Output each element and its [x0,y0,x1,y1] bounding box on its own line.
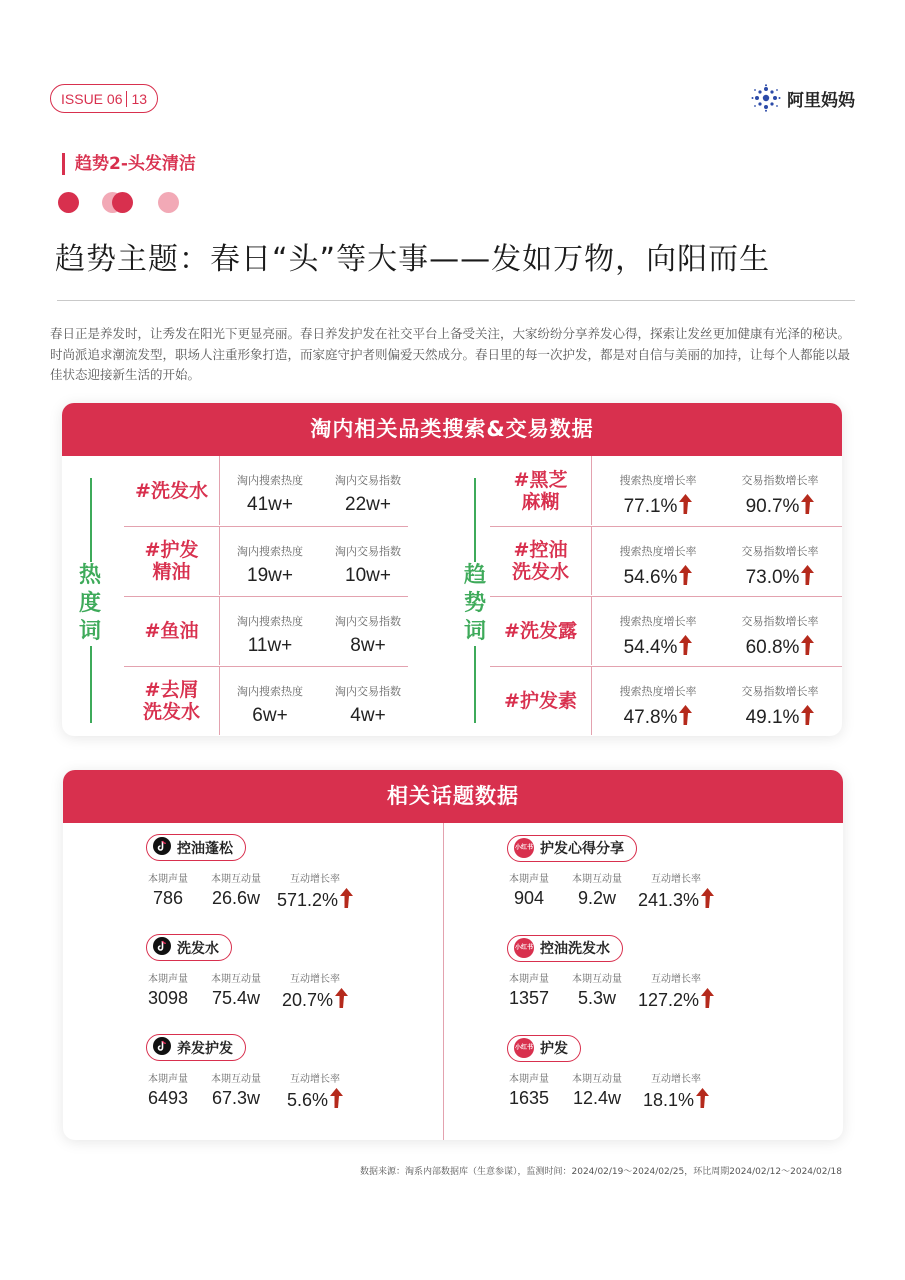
brand-name: 阿里妈妈 [787,90,855,111]
topic-metrics [146,870,406,910]
metric-cell [322,667,414,735]
topic-metric-value [561,988,633,1009]
topic-block [146,934,340,1010]
metric-label: 交易指数增长率 [741,685,819,698]
topic-metric [561,970,633,1009]
topic-metric-label: 本期互动量 [211,874,261,885]
topic-metric-value [635,988,717,1011]
topic-metric [274,1070,356,1111]
keyword-separator [219,527,220,595]
topic-metric [635,870,717,911]
topic-metric-value [561,888,633,909]
topic-block [507,934,701,1010]
topic-metric-value [274,888,356,911]
metric-value [722,494,838,518]
topic-metric-label: 本期声量 [148,974,188,985]
topic-metric-number: 904 [513,888,545,908]
keyword-row [124,596,408,665]
topic-tag[interactable] [507,935,623,962]
metric-label: 交易指数增长率 [741,615,819,628]
topic-metric-label: 互动增长率 [651,874,701,885]
keyword-separator [591,667,592,735]
issue-number: ISSUE 06 [61,90,123,107]
keyword-separator [591,527,592,595]
metric-cell [722,456,838,525]
metric-number: 49.1% [745,707,800,728]
arrow-up-icon [330,1088,343,1108]
tiktok-icon [153,837,171,859]
issue-divider [126,91,127,107]
dot-4 [158,192,179,213]
metric-label: 淘内交易指数 [335,615,401,628]
topic-metric-value [561,1088,633,1109]
arrow-up-icon [701,888,714,908]
topic-metric [561,1070,633,1109]
keyword-row [490,456,842,525]
keyword-separator [219,597,220,665]
topic-metric-number: 571.2% [276,890,339,910]
trend-words-label: 趋 势 词 [460,562,490,646]
topic-metric-label: 本期互动量 [211,1074,261,1085]
topic-metrics [507,870,767,910]
issue-badge [50,84,158,113]
metric-label: 搜索热度增长率 [619,685,697,698]
topic-metric-label: 本期声量 [509,874,549,885]
topic-metric [274,970,356,1011]
category-data-card [62,403,842,736]
topic-metric-value [635,1088,717,1111]
metric-cell [722,667,838,735]
metric-value [224,705,316,727]
metric-label: 淘内搜索热度 [237,474,303,487]
arrow-up-icon [679,635,692,655]
metric-number: 90.7% [745,496,800,517]
topic-metrics [507,1070,767,1110]
metric-number: 10w+ [345,565,391,586]
metric-number: 22w+ [345,494,391,515]
topic-metric-label: 互动增长率 [290,874,340,885]
page-title: 趋势主题：春日“头”等大事——发如万物，向阳而生 [55,242,771,277]
topic-tag[interactable] [146,1034,246,1061]
metric-label: 交易指数增长率 [741,474,819,487]
metric-label: 淘内搜索热度 [237,685,303,698]
topic-metric [274,870,356,911]
topic-metric-label: 本期互动量 [211,974,261,985]
topic-metric-label: 本期声量 [148,874,188,885]
arrow-up-icon [696,1088,709,1108]
arrow-up-icon [335,988,348,1008]
topic-metric-label: 本期声量 [509,974,549,985]
topic-name: 洗发水 [177,940,219,957]
topic-metric-value [136,1088,200,1109]
metric-cell [600,456,716,525]
metric-number: 47.8% [623,707,678,728]
topic-data-card [63,770,843,1140]
metric-number: 4w+ [350,705,386,726]
metric-cell [722,527,838,595]
topic-name: 护发心得分享 [540,841,624,857]
metric-value [600,705,716,729]
metric-number: 6w+ [252,705,288,726]
topic-metrics [146,970,406,1010]
data-source-footnote: 数据来源：淘系内部数据库（生意参谋），监测时间：2024/02/19～2024/02/25，环比周期2024/02/12～2024/02/18 [360,1167,842,1177]
topic-metric-number: 1635 [508,1088,550,1108]
topic-metric-number: 5.3w [577,988,617,1008]
keyword-separator [219,456,220,525]
section-label: 趋势2-头发清洁 [62,153,196,175]
issue-total: 13 [131,90,148,107]
topic-block [146,834,340,910]
keyword-row [490,596,842,665]
arrow-up-icon [679,494,692,514]
topic-metric-number: 12.4w [572,1088,622,1108]
metric-cell [224,597,316,665]
brand [751,84,855,112]
metric-cell [600,527,716,595]
metric-value [600,565,716,589]
keyword-name: #去屑 洗发水 [142,679,200,723]
topic-block [146,1034,340,1110]
dot-1 [58,192,79,213]
dot-3 [112,192,133,213]
keyword-row [490,526,842,595]
metric-number: 19w+ [247,565,293,586]
topic-metric-label: 互动增长率 [651,974,701,985]
topic-metric-number: 6493 [147,1088,189,1108]
topic-metric [561,870,633,909]
topic-metric-number: 18.1% [642,1090,695,1110]
topic-block [507,1034,701,1110]
topic-metric-value [136,888,200,909]
topic-metric [136,870,200,909]
topic-metric-label: 互动增长率 [651,1074,701,1085]
topic-metric-number: 75.4w [211,988,261,1008]
topic-metric [136,1070,200,1109]
topic-metric-number: 3098 [147,988,189,1008]
tiktok-icon [153,1037,171,1059]
metric-number: 77.1% [623,496,678,517]
topic-metric [497,970,561,1009]
metric-value [722,565,838,589]
topic-metric [200,1070,272,1109]
metric-value [322,565,414,587]
topic-metric-label: 本期互动量 [572,1074,622,1085]
keyword-separator [219,667,220,735]
topic-name: 控油蓬松 [177,840,233,857]
topic-card-title: 相关话题数据 [63,770,843,823]
metric-number: 60.8% [745,637,800,658]
alimama-logo-icon [751,84,781,112]
topic-metric-number: 241.3% [637,890,700,910]
metric-label: 搜索热度增长率 [619,545,697,558]
topic-metric-label: 本期互动量 [572,874,622,885]
metric-label: 淘内搜索热度 [237,545,303,558]
keyword-row [124,456,408,525]
topic-metric [200,870,272,909]
metric-number: 11w+ [247,635,293,656]
topic-metric-label: 本期互动量 [572,974,622,985]
topic-metric-value [497,888,561,909]
intro-paragraph: 春日正是养发时，让秀发在阳光下更显亮丽。春日养发护发在社交平台上备受关注，大家纷纷分享养发心得，探索让发丝更加健康有光泽的秘诀。时尚派追求潮流发型，职场人注重形象打造，而家庭守护者则偏爱天然成分。春日里的每一次护发，都是对自信与美丽的加持，让每个人都能以最佳状态迎接新生活的开始。 [50,326,851,382]
topic-metrics [146,1070,406,1110]
topic-metric [497,1070,561,1109]
topic-metric-value [497,988,561,1009]
metric-cell [224,667,316,735]
metric-label: 搜索热度增长率 [619,474,697,487]
xiaohongshu-icon: 小红书 [514,838,534,858]
topic-metric [497,870,561,909]
topic-tag[interactable] [507,835,637,862]
metric-value [600,635,716,659]
xiaohongshu-icon: 小红书 [514,938,534,958]
metric-label: 淘内交易指数 [335,685,401,698]
keyword-name: #鱼油 [144,620,199,642]
arrow-up-icon [801,494,814,514]
metric-number: 8w+ [350,635,386,656]
topic-metric-value [497,1088,561,1109]
arrow-up-icon [701,988,714,1008]
keyword-separator [591,597,592,665]
topic-metric [635,1070,717,1111]
category-card-title: 淘内相关品类搜索&交易数据 [62,403,842,456]
topic-metric [136,970,200,1009]
metric-cell [224,527,316,595]
topic-name: 护发 [540,1041,568,1057]
topic-metric-number: 786 [152,888,184,908]
topic-metric [635,970,717,1011]
metric-value [322,705,414,727]
metric-cell [600,597,716,665]
keyword-name: #黑芝 麻糊 [513,468,568,513]
arrow-up-icon [801,635,814,655]
arrow-up-icon [679,565,692,585]
metric-cell [322,456,414,525]
topic-metric-number: 5.6% [286,1090,329,1110]
arrow-up-icon [801,565,814,585]
tiktok-icon [153,937,171,959]
arrow-up-icon [801,705,814,725]
topic-tag[interactable] [146,834,246,861]
topic-metric [200,970,272,1009]
metric-number: 54.4% [623,637,678,658]
topic-metric-number: 9.2w [577,888,617,908]
topic-metric-value [274,988,356,1011]
keyword-name: #洗发水 [135,479,208,502]
hot-words-label: 热 度 词 [75,562,105,646]
metric-number: 73.0% [745,567,800,588]
topic-metric-number: 20.7% [281,990,334,1010]
topic-name: 养发护发 [177,1040,233,1057]
metric-value [224,635,316,657]
topic-metric-value [200,888,272,909]
keyword-name: #护发素 [504,690,577,712]
topic-metric-label: 互动增长率 [290,974,340,985]
keyword-name: #控油 洗发水 [511,539,569,583]
topic-metric-value [274,1088,356,1111]
topic-metric-value [136,988,200,1009]
arrow-up-icon [340,888,353,908]
metric-value [322,635,414,657]
metric-label: 淘内交易指数 [335,474,401,487]
metric-value [224,565,316,587]
keyword-row [124,526,408,595]
topic-metric-value [200,988,272,1009]
metric-label: 交易指数增长率 [741,545,819,558]
metric-label: 搜索热度增长率 [619,615,697,628]
topic-tag[interactable] [146,934,232,961]
metric-value [600,494,716,518]
metric-cell [322,597,414,665]
topic-divider [443,823,444,1140]
topic-metric-label: 本期声量 [509,1074,549,1085]
metric-value [322,494,414,516]
topic-metrics [507,970,767,1010]
topic-metric-number: 26.6w [211,888,261,908]
metric-value [722,635,838,659]
keyword-separator [591,456,592,525]
keyword-name: #洗发露 [504,620,577,642]
topic-metric-label: 互动增长率 [290,1074,340,1085]
keyword-row [490,666,842,735]
metric-cell [322,527,414,595]
metric-number: 54.6% [623,567,678,588]
topic-name: 控油洗发水 [540,941,610,957]
topic-metric-number: 127.2% [637,990,700,1010]
topic-tag[interactable] [507,1035,581,1062]
topic-metric-value [200,1088,272,1109]
topic-metric-label: 本期声量 [148,1074,188,1085]
metric-value [224,494,316,516]
metric-label: 淘内搜索热度 [237,615,303,628]
topic-metric-number: 1357 [508,988,550,1008]
keyword-name: #护发 精油 [144,539,199,583]
metric-number: 41w+ [247,494,293,515]
topic-block [507,834,701,910]
topic-metric-number: 67.3w [211,1088,261,1108]
metric-cell [224,456,316,525]
metric-cell [600,667,716,735]
decorative-dots [58,192,188,214]
arrow-up-icon [679,705,692,725]
topic-metric-value [635,888,717,911]
metric-value [722,705,838,729]
title-divider [57,300,855,301]
metric-label: 淘内交易指数 [335,545,401,558]
xiaohongshu-icon: 小红书 [514,1038,534,1058]
metric-cell [722,597,838,665]
keyword-row [124,666,408,735]
